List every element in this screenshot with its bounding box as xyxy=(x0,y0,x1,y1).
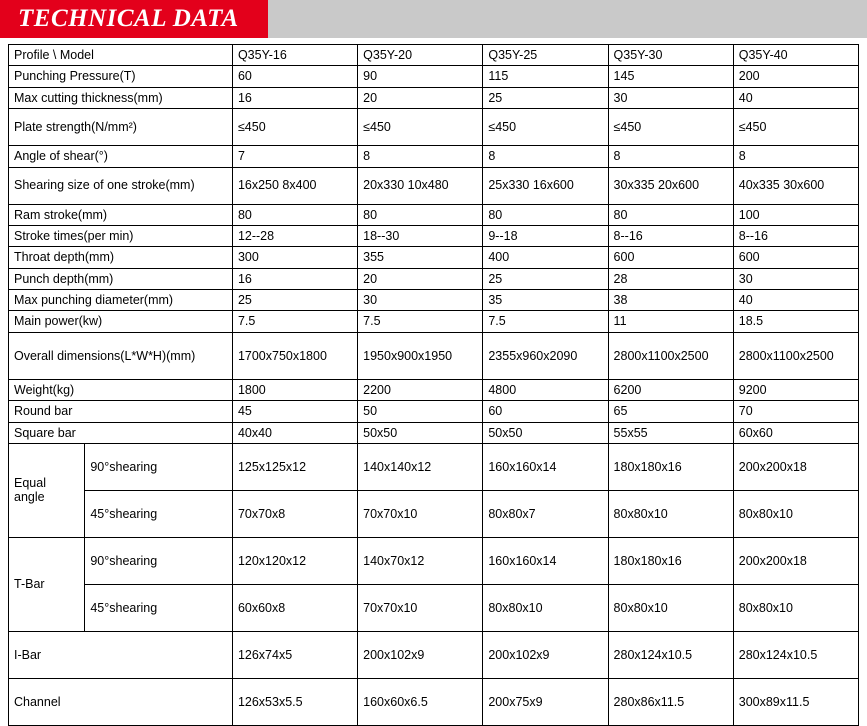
table-row xyxy=(9,167,859,204)
row-value: 280x86x11.5 xyxy=(608,678,733,725)
row-value: 40x335 30x600 xyxy=(733,167,858,204)
row-value: 126x53x5.5 xyxy=(232,678,357,725)
table-row xyxy=(9,87,859,108)
row-value: 7.5 xyxy=(483,311,608,332)
technical-specification-table xyxy=(8,44,859,726)
row-value: 80 xyxy=(232,204,357,225)
row-value: 8 xyxy=(483,146,608,167)
row-value: 30 xyxy=(608,87,733,108)
row-value: 160x60x6.5 xyxy=(358,678,483,725)
table-row xyxy=(9,401,859,422)
row-value: 20 xyxy=(358,268,483,289)
row-value: 8 xyxy=(608,146,733,167)
row-value: 60x60 xyxy=(733,422,858,443)
header-cell-model-5: Q35Y-40 xyxy=(733,45,858,66)
row-value: 60 xyxy=(483,401,608,422)
row-value: 40x40 xyxy=(232,422,357,443)
row-value: 18--30 xyxy=(358,225,483,246)
row-value: 126x74x5 xyxy=(232,631,357,678)
table-row xyxy=(9,268,859,289)
row-value: 80 xyxy=(608,204,733,225)
header-cell-model-2: Q35Y-20 xyxy=(358,45,483,66)
row-value: 9--18 xyxy=(483,225,608,246)
row-value: 11 xyxy=(608,311,733,332)
row-label: Angle of shear(°) xyxy=(9,146,233,167)
row-label: Punch depth(mm) xyxy=(9,268,233,289)
row-value: ≤450 xyxy=(608,109,733,146)
row-value: 160x160x14 xyxy=(483,537,608,584)
table-row xyxy=(9,146,859,167)
row-value: 60x60x8 xyxy=(232,584,357,631)
row-value: 7.5 xyxy=(358,311,483,332)
row-value: 200x102x9 xyxy=(358,631,483,678)
row-value: 9200 xyxy=(733,379,858,400)
row-value: ≤450 xyxy=(232,109,357,146)
row-value: 70x70x10 xyxy=(358,490,483,537)
row-sub-label: 45°shearing xyxy=(85,584,233,631)
row-value: 70 xyxy=(733,401,858,422)
table-row xyxy=(9,204,859,225)
row-value: 1700x750x1800 xyxy=(232,332,357,379)
table-row xyxy=(9,490,859,537)
row-value: 200x200x18 xyxy=(733,443,858,490)
row-value: 180x180x16 xyxy=(608,537,733,584)
row-value: 40 xyxy=(733,290,858,311)
row-sub-label: 90°shearing xyxy=(85,537,233,584)
row-value: 145 xyxy=(608,66,733,87)
row-value: 7 xyxy=(232,146,357,167)
table-row xyxy=(9,631,859,678)
row-value: 80x80x10 xyxy=(733,490,858,537)
row-value: 80 xyxy=(358,204,483,225)
row-value: 18.5 xyxy=(733,311,858,332)
row-label: Round bar xyxy=(9,401,233,422)
table-row xyxy=(9,537,859,584)
row-value: 600 xyxy=(733,247,858,268)
row-value: 300x89x11.5 xyxy=(733,678,858,725)
row-value: 25 xyxy=(232,290,357,311)
row-value: 8--16 xyxy=(733,225,858,246)
row-group-label: T-Bar xyxy=(9,537,85,631)
row-value: 1950x900x1950 xyxy=(358,332,483,379)
row-value: 12--28 xyxy=(232,225,357,246)
row-value: 7.5 xyxy=(232,311,357,332)
row-value: 140x140x12 xyxy=(358,443,483,490)
row-value: 160x160x14 xyxy=(483,443,608,490)
header-cell-model-1: Q35Y-16 xyxy=(232,45,357,66)
row-value: 80x80x10 xyxy=(608,584,733,631)
row-label: Square bar xyxy=(9,422,233,443)
header-cell-profile: Profile \ Model xyxy=(9,45,233,66)
row-value: 38 xyxy=(608,290,733,311)
table-row xyxy=(9,311,859,332)
row-value: 115 xyxy=(483,66,608,87)
row-label: Weight(kg) xyxy=(9,379,233,400)
row-value: 16 xyxy=(232,268,357,289)
row-value: 180x180x16 xyxy=(608,443,733,490)
row-value: 80x80x7 xyxy=(483,490,608,537)
row-value: 25 xyxy=(483,87,608,108)
table-row xyxy=(9,678,859,725)
row-value: 80x80x10 xyxy=(733,584,858,631)
header-cell-model-3: Q35Y-25 xyxy=(483,45,608,66)
table-row xyxy=(9,109,859,146)
row-label: I-Bar xyxy=(9,631,233,678)
row-value: 2800x1100x2500 xyxy=(608,332,733,379)
row-value: 200x102x9 xyxy=(483,631,608,678)
row-value: 300 xyxy=(232,247,357,268)
spec-table-container xyxy=(0,38,867,726)
row-value: 125x125x12 xyxy=(232,443,357,490)
row-value: 45 xyxy=(232,401,357,422)
row-label: Overall dimensions(L*W*H)(mm) xyxy=(9,332,233,379)
row-value: ≤450 xyxy=(733,109,858,146)
table-row xyxy=(9,379,859,400)
row-value: 16 xyxy=(232,87,357,108)
table-row xyxy=(9,584,859,631)
row-value: 20 xyxy=(358,87,483,108)
row-value: 80 xyxy=(483,204,608,225)
row-label: Main power(kw) xyxy=(9,311,233,332)
row-value: 140x70x12 xyxy=(358,537,483,584)
row-value: 600 xyxy=(608,247,733,268)
row-value: 2800x1100x2500 xyxy=(733,332,858,379)
row-value: 2355x960x2090 xyxy=(483,332,608,379)
row-value: 28 xyxy=(608,268,733,289)
row-value: 8--16 xyxy=(608,225,733,246)
row-value: 200x75x9 xyxy=(483,678,608,725)
row-value: 200x200x18 xyxy=(733,537,858,584)
row-value: 50x50 xyxy=(358,422,483,443)
row-value: 2200 xyxy=(358,379,483,400)
row-group-label: Equal angle xyxy=(9,443,85,537)
row-label: Channel xyxy=(9,678,233,725)
table-row xyxy=(9,422,859,443)
row-label: Max cutting thickness(mm) xyxy=(9,87,233,108)
row-value: 70x70x10 xyxy=(358,584,483,631)
row-value: 8 xyxy=(733,146,858,167)
row-value: 8 xyxy=(358,146,483,167)
row-value: 200 xyxy=(733,66,858,87)
row-value: ≤450 xyxy=(358,109,483,146)
table-row xyxy=(9,290,859,311)
table-row xyxy=(9,66,859,87)
row-value: 30 xyxy=(733,268,858,289)
row-value: 355 xyxy=(358,247,483,268)
row-sub-label: 45°shearing xyxy=(85,490,233,537)
header-banner xyxy=(0,0,867,38)
row-value: 30 xyxy=(358,290,483,311)
row-value: 280x124x10.5 xyxy=(733,631,858,678)
row-value: 1800 xyxy=(232,379,357,400)
row-label: Punching Pressure(T) xyxy=(9,66,233,87)
row-value: 20x330 10x480 xyxy=(358,167,483,204)
row-label: Plate strength(N/mm²) xyxy=(9,109,233,146)
row-value: 35 xyxy=(483,290,608,311)
row-value: 55x55 xyxy=(608,422,733,443)
row-value: 4800 xyxy=(483,379,608,400)
row-value: 280x124x10.5 xyxy=(608,631,733,678)
row-value: 60 xyxy=(232,66,357,87)
row-label: Stroke times(per min) xyxy=(9,225,233,246)
row-value: 120x120x12 xyxy=(232,537,357,584)
row-value: 80x80x10 xyxy=(483,584,608,631)
row-value: 90 xyxy=(358,66,483,87)
row-label: Shearing size of one stroke(mm) xyxy=(9,167,233,204)
row-value: 30x335 20x600 xyxy=(608,167,733,204)
row-value: 50 xyxy=(358,401,483,422)
row-value: 25 xyxy=(483,268,608,289)
table-row xyxy=(9,443,859,490)
row-value: 40 xyxy=(733,87,858,108)
header-cell-model-4: Q35Y-30 xyxy=(608,45,733,66)
table-row xyxy=(9,225,859,246)
row-value: 65 xyxy=(608,401,733,422)
row-value: 70x70x8 xyxy=(232,490,357,537)
row-sub-label: 90°shearing xyxy=(85,443,233,490)
table-row xyxy=(9,332,859,379)
row-label: Ram stroke(mm) xyxy=(9,204,233,225)
table-header-row xyxy=(9,45,859,66)
row-value: 16x250 8x400 xyxy=(232,167,357,204)
row-value: ≤450 xyxy=(483,109,608,146)
row-value: 400 xyxy=(483,247,608,268)
row-label: Throat depth(mm) xyxy=(9,247,233,268)
row-value: 6200 xyxy=(608,379,733,400)
row-value: 80x80x10 xyxy=(608,490,733,537)
row-value: 50x50 xyxy=(483,422,608,443)
row-label: Max punching diameter(mm) xyxy=(9,290,233,311)
table-row xyxy=(9,247,859,268)
page-title: TECHNICAL DATA xyxy=(18,5,239,32)
row-value: 25x330 16x600 xyxy=(483,167,608,204)
row-value: 100 xyxy=(733,204,858,225)
